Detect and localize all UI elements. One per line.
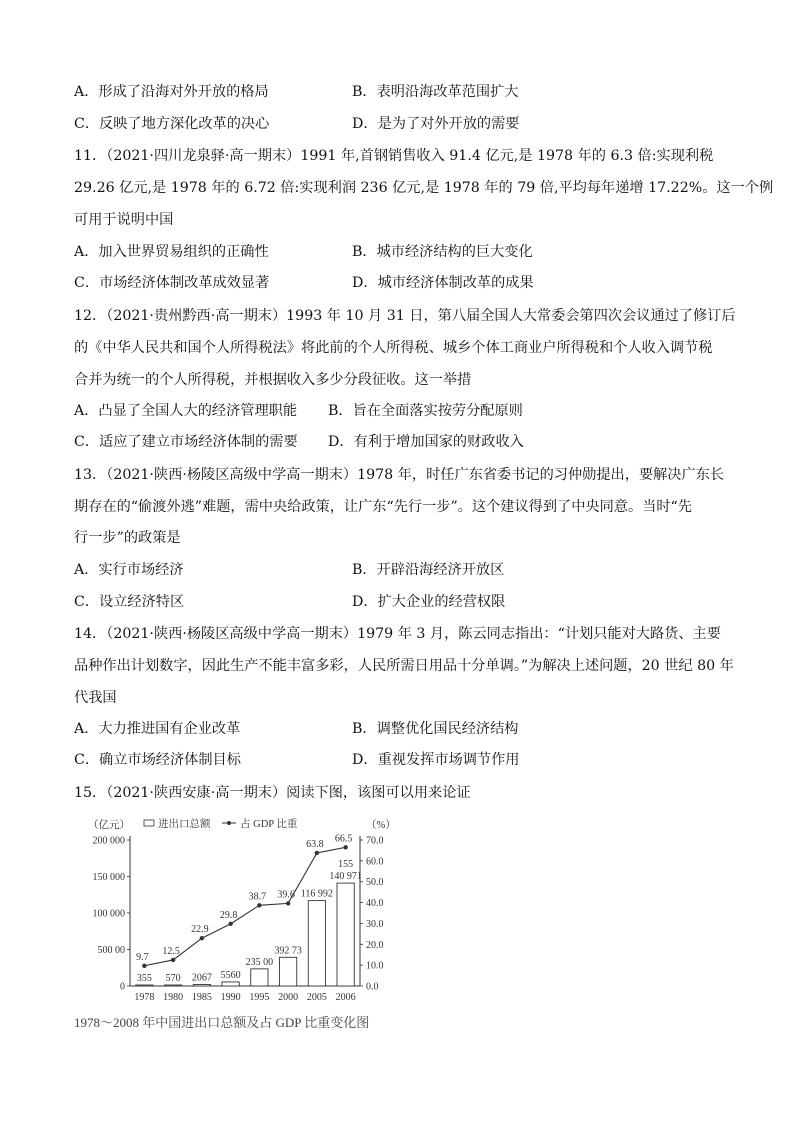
bar (251, 969, 268, 986)
x-tick-label: 1978 (134, 992, 155, 1003)
bar (136, 985, 153, 986)
q12-option-c: C．适应了建立市场经济体制的需要 (74, 434, 298, 450)
q12-option-b: B．旨在全面落实按劳分配原则 (328, 403, 523, 419)
gdp-ratio-label: 66.5 (334, 833, 353, 845)
q15-stem-line-1: 15．（2021·陕西安康·高一期末）阅读下图，该图可以用来论证 (74, 785, 471, 801)
q10-option-a: A．形成了沿海对外开放的格局 (74, 84, 269, 100)
x-tick-label: 1995 (249, 992, 270, 1003)
q13-option-c: C．设立经济特区 (74, 594, 185, 610)
q12-stem-line-3: 合并为统一的个人所得税，并根据收入多少分段征收。这一举措 (74, 372, 472, 388)
gdp-ratio-label: 12.5 (162, 945, 180, 957)
gdp-ratio-label: 39.6 (277, 889, 295, 901)
q13-option-d: D．扩大企业的经营权限 (352, 594, 506, 610)
bar-data-label: 116 992 (300, 888, 333, 900)
left-axis-unit: （亿元） (88, 820, 130, 831)
bar-data-label: 140 971 (329, 871, 362, 883)
right-tick-label: 20.0 (366, 939, 384, 951)
gdp-ratio-label: 29.8 (219, 909, 238, 921)
q10-option-c: C．反映了地方深化改革的决心 (74, 116, 270, 132)
q12-stem-line-2: 的《中华人民共和国个人所得税法》将此前的个人所得税、城乡个体工商业户所得税和个人收入调节税 (74, 340, 713, 356)
left-tick-label: 150 000 (92, 872, 125, 883)
gdp-ratio-point (142, 964, 146, 968)
x-tick-label: 2006 (335, 992, 356, 1003)
legend-bar-label: 进出口总额 (158, 819, 211, 830)
right-tick-label: 30.0 (366, 918, 384, 930)
q13-stem-line-3: 行一步”的政策是 (74, 530, 181, 546)
right-tick-label: 50.0 (366, 877, 384, 889)
bar-data-label: 570 (165, 973, 181, 984)
q14-stem-line-3: 代我国 (74, 690, 117, 706)
q14-option-d: D．重视发挥市场调节作用 (352, 752, 520, 768)
q11-option-a: A．加入世界贸易组织的正确性 (74, 244, 269, 260)
right-tick-label: 70.0 (366, 835, 384, 847)
gdp-ratio-label: 22.9 (191, 924, 209, 936)
bar-data-label: 392 73 (274, 945, 302, 957)
gdp-ratio-point (200, 936, 204, 940)
gdp-ratio-point (257, 903, 261, 907)
q13-option-a: A．实行市场经济 (74, 562, 184, 578)
q11-stem-line-2: 29.26 亿元,是 1978 年的 6.72 倍:实现利润 236 亿元,是 1978 年的 79 倍,平均每年递增 17.22%。这一个例 (74, 180, 774, 196)
gdp-ratio-label: 38.7 (248, 891, 267, 903)
bar (308, 901, 325, 986)
q13-stem-line-2: 期存在的“偷渡外逃”难题，需中央给政策，让广东“先行一步”。这个建议得到了中央同意。当时“先 (74, 499, 692, 515)
right-axis-unit: （%） (366, 820, 396, 831)
gdp-ratio-point (228, 922, 232, 926)
bar (222, 982, 239, 986)
x-tick-label: 1990 (220, 992, 241, 1003)
q13-option-b: B．开辟沿海经济开放区 (352, 562, 505, 578)
right-tick-label: 60.0 (366, 856, 384, 868)
left-tick-label: 100 000 (92, 908, 125, 920)
right-tick-label: 10.0 (366, 960, 384, 972)
q12-stem-line-1: 12．（2021·贵州黔西·高一期末）1993 年 10 月 31 日，第八届全国人大常委会第四次会议通过了修订后 (74, 308, 736, 324)
bar-data-label: 355 (136, 973, 152, 984)
q12-option-a: A．凸显了全国人大的经济管理职能 (74, 403, 298, 419)
bar-data-label: 5560 (220, 969, 241, 981)
x-tick-label: 1985 (191, 992, 212, 1003)
q10-option-b: B．表明沿海改革范围扩大 (352, 84, 519, 100)
q14-option-b: B．调整优化国民经济结构 (352, 721, 519, 737)
extra-data-label: 155 (338, 859, 354, 871)
q11-stem-line-3: 可用于说明中国 (74, 212, 174, 228)
bar-data-label: 235 00 (245, 956, 274, 968)
left-tick-label: 200 000 (92, 835, 125, 847)
legend-bar-swatch (144, 820, 154, 826)
right-tick-label: 40.0 (366, 898, 384, 910)
q13-stem-line-1: 13．（2021·陕西·杨陵区高级中学高一期末）1978 年，时任广东省委书记的习仲勋提出，要解决广东长 (74, 467, 725, 483)
legend-line-marker (227, 821, 231, 825)
left-tick-label: 500 00 (97, 945, 125, 956)
gdp-ratio-point (286, 901, 290, 905)
q14-option-c: C．确立市场经济体制目标 (74, 752, 241, 768)
trade-gdp-chart (74, 812, 414, 1032)
q14-stem-line-1: 14．（2021·陕西·杨陵区高级中学高一期末）1979 年 3 月，陈云同志指出：“计划只能对大路货、主要 (74, 626, 721, 642)
gdp-ratio-point (343, 845, 347, 849)
x-tick-label: 2005 (306, 992, 327, 1003)
legend-line-label: 占 GDP 比重 (240, 819, 298, 830)
gdp-ratio-point (171, 958, 175, 962)
x-tick-label: 2000 (278, 992, 299, 1003)
q14-option-a: A．大力推进国有企业改革 (74, 721, 241, 737)
bar (337, 883, 354, 986)
x-tick-label: 1980 (163, 992, 184, 1003)
chart-title: 1978～2008 年中国进出口总额及占 GDP 比重变化图 (74, 1015, 370, 1030)
q11-stem-line-1: 11．（2021·四川龙泉驿·高一期末）1991 年,首钢销售收入 91.4 亿元,是 1978 年的 6.3 倍:实现利税 (74, 148, 714, 164)
bar (280, 957, 297, 986)
right-tick-label: 0.0 (366, 981, 379, 993)
q11-option-b: B．城市经济结构的巨大变化 (352, 244, 533, 260)
bar (165, 985, 182, 986)
gdp-ratio-label: 63.8 (306, 838, 324, 850)
bar-data-label: 2067 (191, 972, 212, 984)
q14-stem-line-2: 品种作出计划数字，因此生产不能丰富多彩，人民所需日用品十分单调。”为解决上述问题，20 世纪 80 年 (74, 658, 734, 674)
q11-option-c: C．市场经济体制改革成效显著 (74, 275, 270, 291)
q11-option-d: D．城市经济体制改革的成果 (352, 275, 534, 291)
gdp-ratio-label: 9.7 (136, 951, 149, 963)
bar (193, 984, 210, 986)
q12-option-d: D．有利于增加国家的财政收入 (328, 434, 524, 450)
gdp-ratio-point (315, 851, 319, 855)
left-tick-label: 0 (120, 981, 125, 993)
q10-option-d: D．是为了对外开放的需要 (352, 116, 520, 132)
